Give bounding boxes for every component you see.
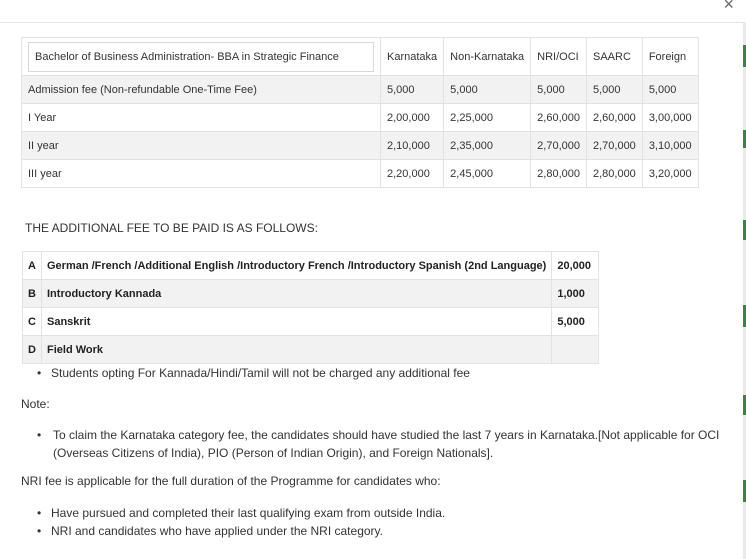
- fee-cell: 3,20,000: [642, 160, 698, 188]
- column-header: NRI/OCI: [531, 38, 587, 76]
- additional-fee-notes: [37, 366, 470, 380]
- nri-list: [37, 504, 445, 540]
- table-row: [22, 104, 699, 132]
- fee-cell: 3,00,000: [642, 104, 698, 132]
- fee-item-name: Sanskrit: [42, 308, 552, 336]
- row-letter: B: [23, 280, 42, 308]
- row-letter: A: [23, 252, 42, 280]
- close-icon[interactable]: ×: [723, 0, 734, 14]
- fee-item-amount: 20,000: [552, 252, 599, 280]
- fee-cell: 3,10,000: [642, 132, 698, 160]
- fee-table-header: [22, 38, 699, 76]
- fee-cell: 5,000: [531, 76, 587, 104]
- fee-item-amount: 1,000: [552, 280, 599, 308]
- column-header: Karnataka: [381, 38, 444, 76]
- row-label: III year: [22, 160, 381, 188]
- list-item: • Students opting For Kannada/Hindi/Tamil will not be charged any additional fee: [37, 366, 470, 380]
- fee-cell: 2,70,000: [586, 132, 642, 160]
- fee-cell: 2,60,000: [531, 104, 587, 132]
- program-name: Bachelor of Business Administration- BBA in Strategic Finance: [28, 42, 374, 72]
- fee-item-amount: [552, 336, 599, 364]
- column-header: SAARC: [586, 38, 642, 76]
- table-row: [23, 336, 599, 364]
- table-row: [23, 252, 599, 280]
- fee-cell: 2,00,000: [381, 104, 444, 132]
- fee-cell: 2,45,000: [444, 160, 531, 188]
- row-letter: D: [23, 336, 42, 364]
- note-label-colon: :: [46, 397, 50, 411]
- fee-cell: 5,000: [642, 76, 698, 104]
- fee-item-name: Introductory Kannada: [42, 280, 552, 308]
- note-list: [37, 426, 723, 462]
- table-row: [23, 308, 599, 336]
- fee-item-name: Field Work: [42, 336, 552, 364]
- fee-cell: 2,70,000: [531, 132, 587, 160]
- row-letter: C: [23, 308, 42, 336]
- fee-cell: 5,000: [444, 76, 531, 104]
- fee-table: [21, 37, 699, 188]
- list-item: • Have pursued and completed their last qualifying exam from outside India.: [37, 504, 445, 522]
- fee-cell: 2,10,000: [381, 132, 444, 160]
- fee-cell: 2,60,000: [586, 104, 642, 132]
- modal-header: [0, 0, 746, 23]
- additional-fee-heading: THE ADDITIONAL FEE TO BE PAID IS AS FOLLOWS:: [25, 221, 318, 235]
- additional-fee-table: [22, 251, 599, 364]
- note-label: [21, 397, 50, 411]
- fee-cell: 2,25,000: [444, 104, 531, 132]
- table-row: [22, 160, 699, 188]
- fee-cell: 2,35,000: [444, 132, 531, 160]
- fee-cell: 5,000: [381, 76, 444, 104]
- table-row: [23, 280, 599, 308]
- column-header: Foreign: [642, 38, 698, 76]
- table-row: [22, 132, 699, 160]
- column-header: Non-Karnataka: [444, 38, 531, 76]
- row-label: I Year: [22, 104, 381, 132]
- fee-item-name: German /French /Additional English /Introductory French /Introductory Spanish (2nd Language): [42, 252, 552, 280]
- fee-cell: 5,000: [586, 76, 642, 104]
- row-label: II year: [22, 132, 381, 160]
- fee-item-amount: 5,000: [552, 308, 599, 336]
- note-label-text: Note: [21, 397, 47, 411]
- list-item: • NRI and candidates who have applied under the NRI category.: [37, 522, 445, 540]
- table-row: [22, 76, 699, 104]
- fee-cell: 2,20,000: [381, 160, 444, 188]
- row-label: Admission fee (Non-refundable One-Time Fee): [22, 76, 381, 104]
- fee-cell: 2,80,000: [531, 160, 587, 188]
- fee-cell: 2,80,000: [586, 160, 642, 188]
- nri-intro: NRI fee is applicable for the full duration of the Programme for candidates who:: [21, 474, 441, 488]
- list-item: • To claim the Karnataka category fee, the candidates should have studied the last 7 years in Karnataka.[Not applicable for OCI (Overseas Citizens of India), PIO (Person of Indian Origin), and Foreign Nationals].: [37, 426, 723, 462]
